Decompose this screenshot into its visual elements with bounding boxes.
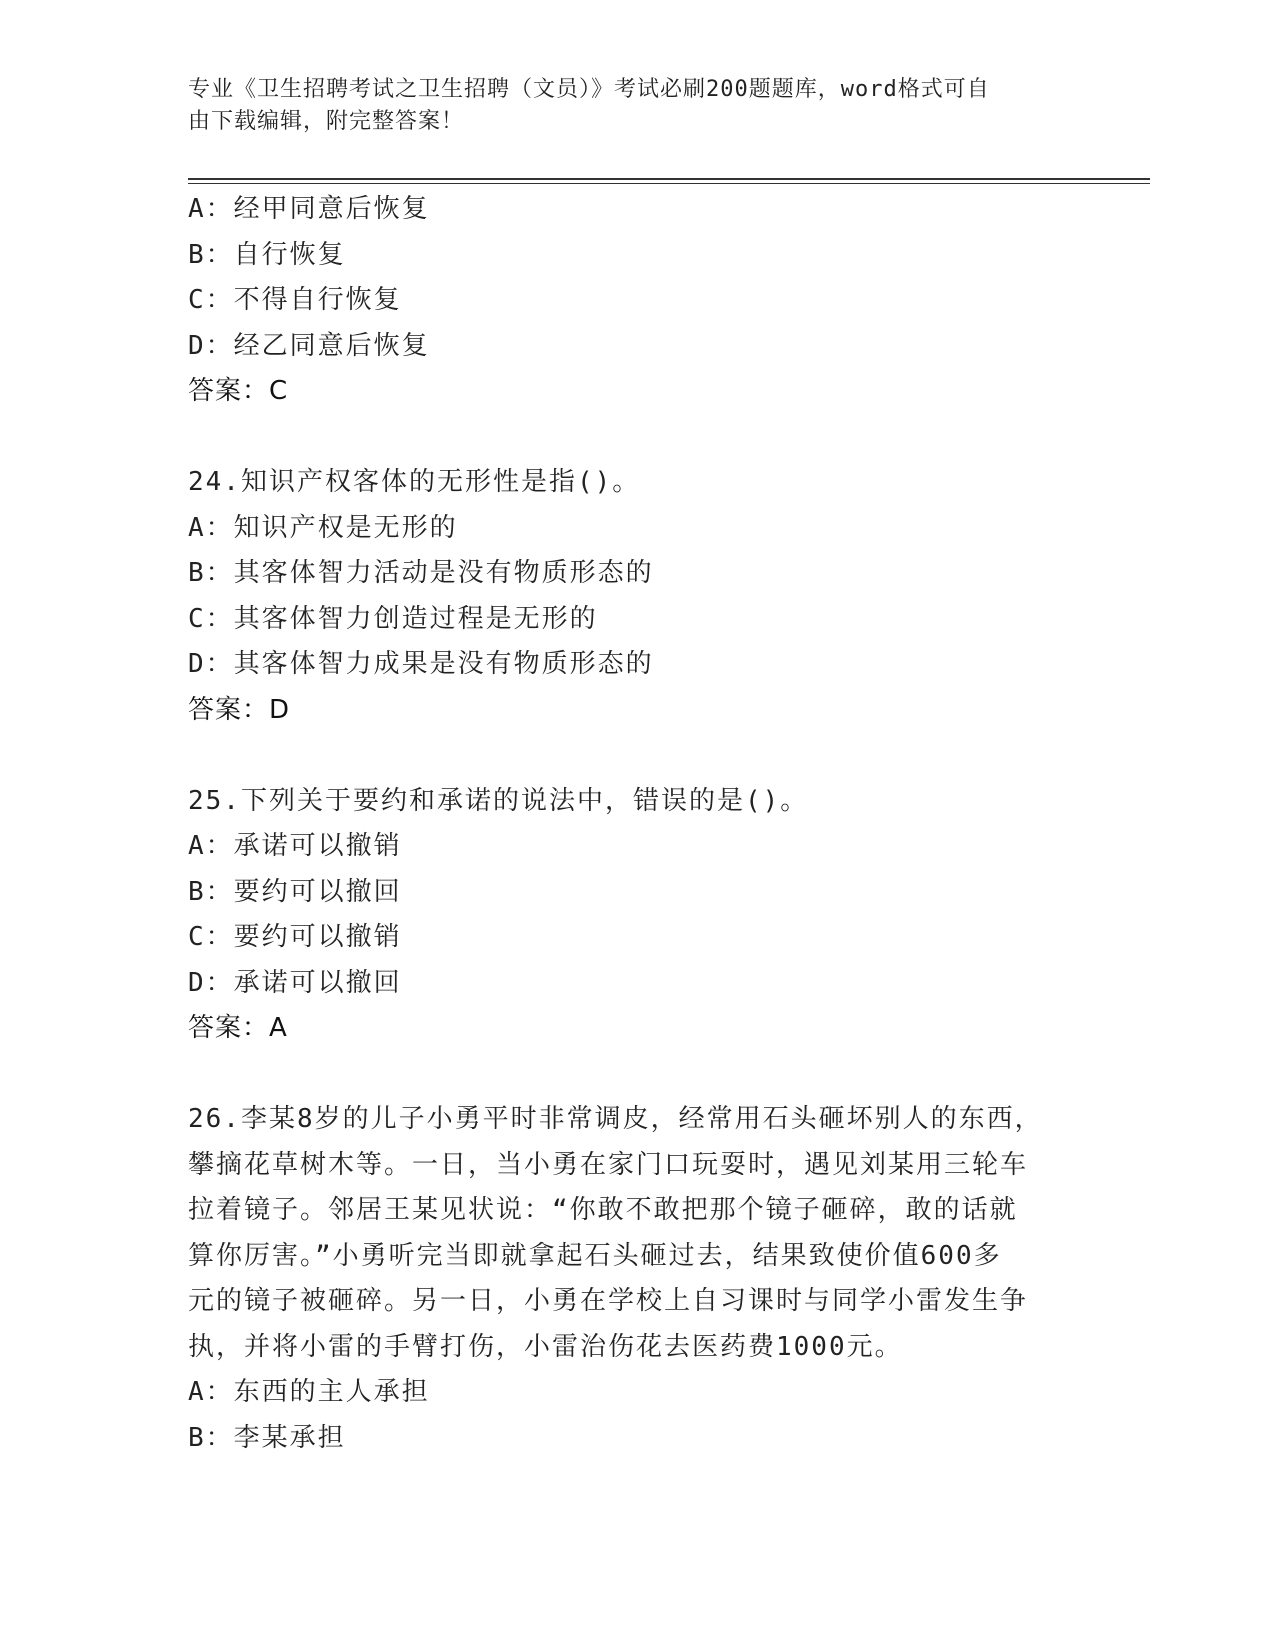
option-b: B：要约可以撤回 — [188, 876, 402, 907]
question-text — [188, 1097, 1068, 1370]
question-26 — [188, 1097, 1068, 1461]
question-text: 24.知识产权客体的无形性是指()。 — [188, 467, 641, 497]
answer-line: 答案：A — [188, 1013, 288, 1043]
option-c: C：其客体智力创造过程是无形的 — [188, 603, 598, 634]
option-c: C：不得自行恢复 — [188, 285, 402, 315]
spacer — [188, 415, 1068, 461]
header-line-1: 专业《卫生招聘考试之卫生招聘（文员）》考试必刷200题题库，word格式可自 — [188, 77, 990, 102]
document-header — [188, 74, 1068, 138]
header-divider-thin — [188, 183, 1150, 184]
option-c: C：要约可以撤销 — [188, 922, 402, 952]
question-text: 25.下列关于要约和承诺的说法中，错误的是()。 — [188, 785, 809, 816]
option-d: D：承诺可以撤回 — [188, 967, 402, 998]
header-line-2: 由下载编辑，附完整答案！ — [188, 109, 465, 134]
question-24 — [188, 460, 1068, 733]
question-23 — [188, 187, 1068, 415]
question-text-line: 算你厉害。”小勇听完当即就拿起石头砸过去，结果致使价值600多 — [188, 1240, 1002, 1271]
question-text-line: 执，并将小雷的手臂打伤，小雷治伤花去医药费1000元。 — [188, 1331, 903, 1362]
option-a: A：知识产权是无形的 — [188, 512, 458, 543]
question-text-line: 26.李某8岁的儿子小勇平时非常调皮，经常用石头砸坏别人的东西， — [188, 1104, 1043, 1134]
spacer — [188, 733, 1068, 779]
option-a: A：经甲同意后恢复 — [188, 194, 430, 224]
option-d: D：其客体智力成果是没有物质形态的 — [188, 649, 654, 679]
option-a: A：东西的主人承担 — [188, 1377, 430, 1407]
option-b: B：其客体智力活动是没有物质形态的 — [188, 558, 654, 588]
option-b: B：自行恢复 — [188, 239, 346, 270]
question-text-line: 拉着镜子。邻居王某见状说：“你敢不敢把那个镜子砸碎，敢的话就 — [188, 1195, 1018, 1225]
option-a: A：承诺可以撤销 — [188, 831, 402, 861]
option-b: B：李某承担 — [188, 1422, 346, 1453]
question-text-line: 元的镜子被砸碎。另一日，小勇在学校上自习课时与同学小雷发生争 — [188, 1286, 1029, 1316]
spacer — [188, 1052, 1068, 1098]
question-list — [188, 187, 1068, 1461]
option-d: D：经乙同意后恢复 — [188, 330, 430, 361]
header-divider-thick — [188, 178, 1150, 180]
question-25 — [188, 779, 1068, 1052]
question-text-line: 攀摘花草树木等。一日，当小勇在家门口玩耍时，遇见刘某用三轮车 — [188, 1149, 1029, 1180]
answer-line: 答案：C — [188, 376, 289, 406]
answer-line: 答案：D — [188, 694, 291, 725]
